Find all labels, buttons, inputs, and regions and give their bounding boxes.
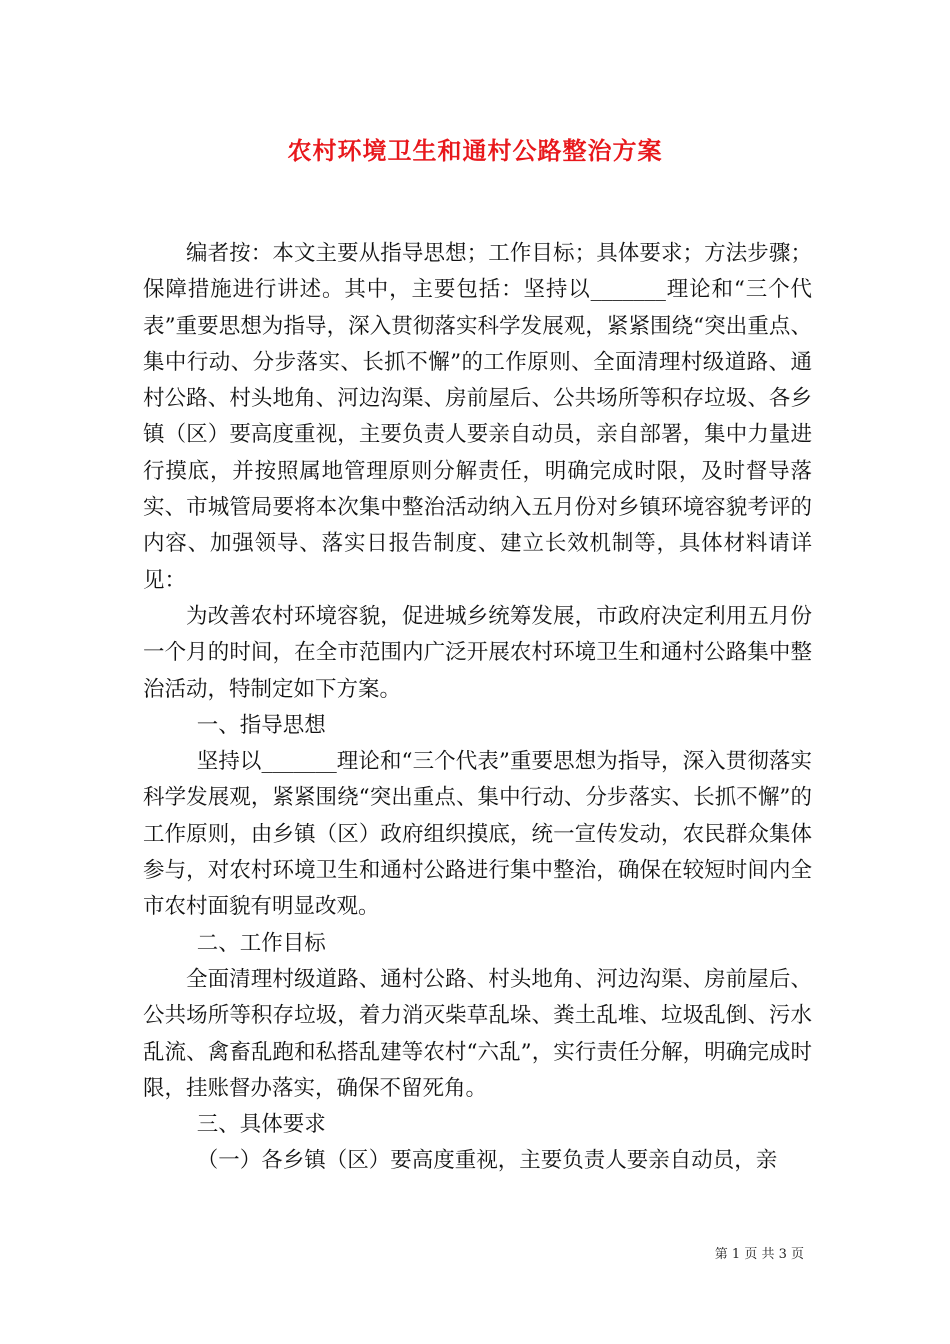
section-heading-work-goals: 二、工作目标 <box>196 930 326 956</box>
page-number-footer: 第 1 页 共 3 页 <box>714 1247 804 1262</box>
intro-paragraph: 为改善农村环境容貌，促进城乡统筹发展，市政府决定利用五月份一个月的时间，在全市范围内广泛开展农村环境卫生和通村公路集中整治活动，特制定如下方案。 <box>143 603 812 702</box>
section-heading-specific-requirements: 三、具体要求 <box>196 1112 326 1138</box>
document-title: 农村环境卫生和通村公路整治方案 <box>287 136 663 165</box>
section-item-requirement-1: （一）各乡镇（区）要高度重视，主要负责人要亲自动员，亲 <box>196 1148 778 1174</box>
document-body <box>143 236 812 1180</box>
section-text-guiding-thought: 坚持以_______理论和“三个代表”重要思想为指导，深入贯彻落实科学发展观，紧紧围绕“突出重点、集中行动、分步落实、长抓不懈”的工作原则，由乡镇（区）政府组织摸底，统一宣传发动，农民群众集体参与，对农村环境卫生和通村公路进行集中整治，确保在较短时间内全市农村面貌有明显改观。 <box>143 749 812 920</box>
section-heading-guiding-thought: 一、指导思想 <box>196 712 326 738</box>
section-text-work-goals: 全面清理村级道路、通村公路、村头地角、河边沟渠、房前屋后、公共场所等积存垃圾，着力消灭柴草乱垛、粪土乱堆、垃圾乱倒、污水乱流、禽畜乱跑和私搭乱建等农村“六乱”，实行责任分解，明确完成时限，挂账督办落实，确保不留死角。 <box>143 966 812 1101</box>
editor-note-paragraph: 编者按：本文主要从指导思想；工作目标；具体要求；方法步骤；保障措施进行讲述。其中，主要包括：坚持以_______理论和“三个代表”重要思想为指导，深入贯彻落实科学发展观，紧紧围绕“突出重点、集中行动、分步落实、长抓不懈”的工作原则、全面清理村级道路、通村公路、村头地角、河边沟渠、房前屋后、公共场所等积存垃圾、各乡镇（区）要高度重视，主要负责人要亲自动员，亲自部署，集中力量进行摸底，并按照属地管理原则分解责任，明确完成时限，及时督导落实、市城管局要将本次集中整治活动纳入五月份对乡镇环境容貌考评的内容、加强领导、落实日报告制度、建立长效机制等，具体材料请详见： <box>143 241 812 593</box>
